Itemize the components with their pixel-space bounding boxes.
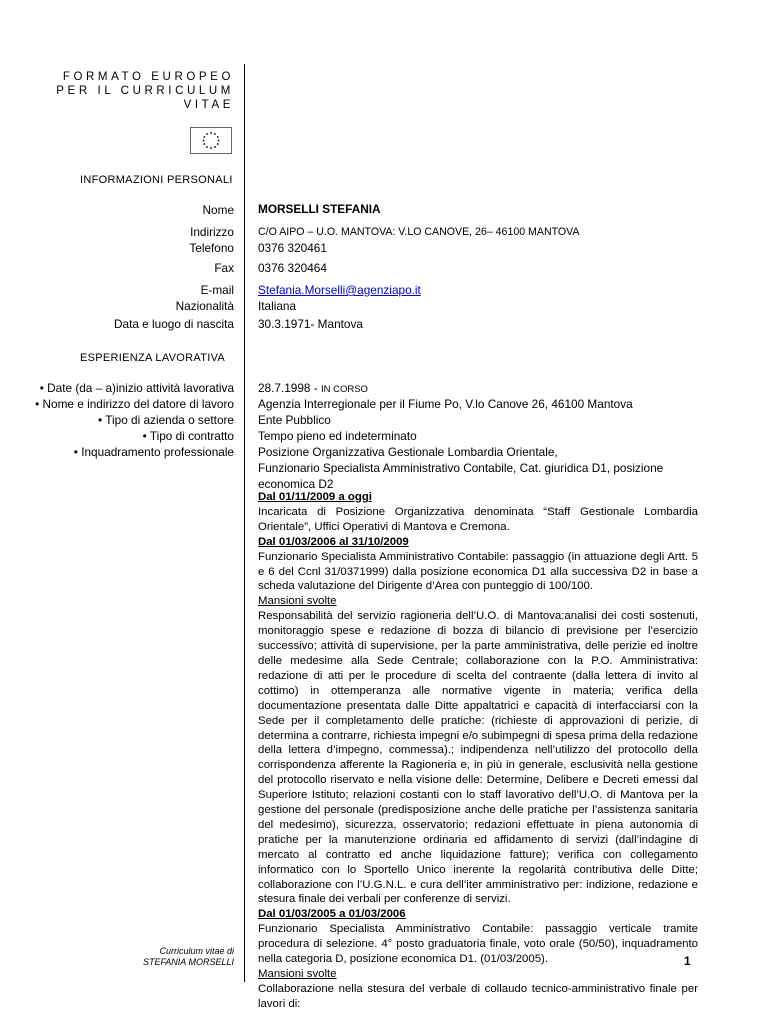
label-contract: • Tipo di contratto [142, 429, 234, 443]
value-role-2: Funzionario Specialista Amministrativo Contabile, Cat. giuridica D1, posizione economica D2 [258, 461, 664, 491]
value-date-start: 28.7.1998 - [258, 381, 318, 395]
label-employer: • Nome e indirizzo del datore di lavoro [35, 397, 234, 411]
page-number: 1 [684, 954, 691, 968]
section-title-personal: INFORMAZIONI PERSONALI [80, 174, 233, 186]
cv-title-line1: FORMATO EUROPEO [62, 71, 234, 83]
value-phone: 0376 320461 [258, 241, 327, 255]
footer-line2: STEFANIA MORSELLI [142, 957, 234, 967]
value-role-1: Posizione Organizzativa Gestionale Lombardia Orientale, [258, 445, 558, 459]
eu-flag-icon [190, 127, 232, 154]
value-email-link[interactable]: Stefania.Morselli@agenziapo.it [258, 283, 421, 297]
value-birth: 30.3.1971- Mantova [258, 317, 363, 331]
page-footer [143, 946, 234, 968]
duties-heading: Mansioni svolte [258, 595, 337, 608]
label-name: Nome [202, 203, 234, 217]
vertical-divider [244, 64, 245, 982]
duties-description: Collaborazione nella stesura del verbale di collaudo tecnico-amministrativo finale per lavori di: [258, 982, 698, 1010]
label-phone: Telefono [189, 241, 234, 255]
label-fax: Fax [214, 261, 234, 275]
period-description: Funzionario Specialista Amministrativo Contabile: passaggio verticale tramite procedura di selezione. 4° posto graduatoria finale, voto orale (50/50), inquadramento nella categoria D, posizione economica D1. (01/03/2005). [258, 923, 698, 966]
duties-description: Responsabilità del servizio ragioneria dell’U.O. di Mantova:analisi dei costi sostenuti, monitoraggio spese e redazione di bozza di bilancio di previsione per l’esercizio successivo; attività di supervisione, per la parte amministrativa, delle perizie ed inoltre delle medesime alla Sede Centrale; collaborazione con la P.O. Amministrativa: redazione di atti per le procedure di scelta del contraente (dalla lettera di invito al cottimo) in ottemperanza alle normative vigente in materia; verifica della documentazione presentata dalle Ditte appaltatrici e capacità di interfacciarsi con la Sede per il completamento delle pratiche: (richieste di approvazioni di perizie, di determina a contrarre, richiesta impegni e/o subimpegni di spesa prima della redazione della lettera d’impegno, commessa).; indipendenza nell’utilizzo del protocollo della corrispondenza afferente la Ragioneria e, in più in generale, esclusività nella gestione del protocollo riservato e nella visione delle: Determine, Delibere e Decreti emessi dal Superiore Istituto; relazioni costanti con lo staff lavorativo dell’U.O. di Mantova per la gestione del personale (predisposizione anche delle pratiche per l’assistenza sanitaria del medesimo), sicurezza, osservatorio; redazioni effettuate in piena autonomia di pratiche per la manutenzione ordinaria ed affidamento di servizi (dall’indagine di mercato al contratto ed anche liquidazione fatture); verifica con collegamento informatico con lo Sportello Unico inerente la regolarità contributiva delle Ditte; collaborazione con l’U.G.N.L. e cura dell’iter amministrativo per: indizione, redazione e stesura finale dei verbali per conferenze di servizi. [258, 610, 698, 906]
period-heading: Dal 01/03/2005 a 01/03/2006 [258, 908, 406, 921]
value-sector: Ente Pubblico [258, 413, 331, 427]
cv-title [56, 70, 234, 112]
label-dates: • Date (da – a)inizio attività lavorativa [39, 381, 234, 395]
value-date-status: IN CORSO [320, 384, 368, 395]
value-nationality: Italiana [258, 299, 297, 313]
period-heading: Dal 01/11/2009 a oggi [258, 491, 372, 503]
cv-title-line2: PER IL CURRICULUM [56, 85, 234, 97]
label-sector: • Tipo di azienda o settore [98, 413, 234, 427]
label-email: E-mail [200, 283, 234, 297]
label-role: • Inquadramento professionale [73, 445, 234, 459]
section-title-experience: ESPERIENZA LAVORATIVA [80, 352, 226, 364]
value-employer: Agenzia Interregionale per il Fiume Po, V.lo Canove 26, 46100 Mantova [258, 397, 633, 411]
cv-title-line3: VITAE [183, 99, 234, 111]
label-birth: Data e luogo di nascita [113, 317, 234, 331]
period-heading: Dal 01/03/2006 al 31/10/2009 [258, 535, 409, 548]
value-address: C/O AIPO – U.O. MANTOVA: V.LO CANOVE, 26– 46100 MANTOVA [258, 226, 580, 238]
experience-details [258, 490, 698, 1012]
label-nationality: Nazionalità [175, 299, 234, 313]
period-description: Incaricata di Posizione Organizzativa denominata “Staff Gestionale Lombardia Orientale”, Uffici Operativi di Mantova e Cremona. [258, 505, 698, 533]
value-name: MORSELLI STEFANIA [258, 202, 381, 216]
duties-heading: Mansioni svolte [258, 968, 337, 980]
value-fax: 0376 320464 [258, 261, 327, 275]
value-contract: Tempo pieno ed indeterminato [258, 429, 417, 443]
footer-line1: Curriculum vitae di [159, 946, 234, 956]
label-address: Indirizzo [190, 225, 234, 239]
period-description: Funzionario Specialista Amministrativo Contabile: passaggio (in attuazione degli Artt. 5 e 6 del Ccnl 31/0371999) dalla posizione economica D1 alla successiva D2 in base a scheda valutazione del Dirigente d’Area con punteggio di 100/100. [258, 550, 698, 593]
